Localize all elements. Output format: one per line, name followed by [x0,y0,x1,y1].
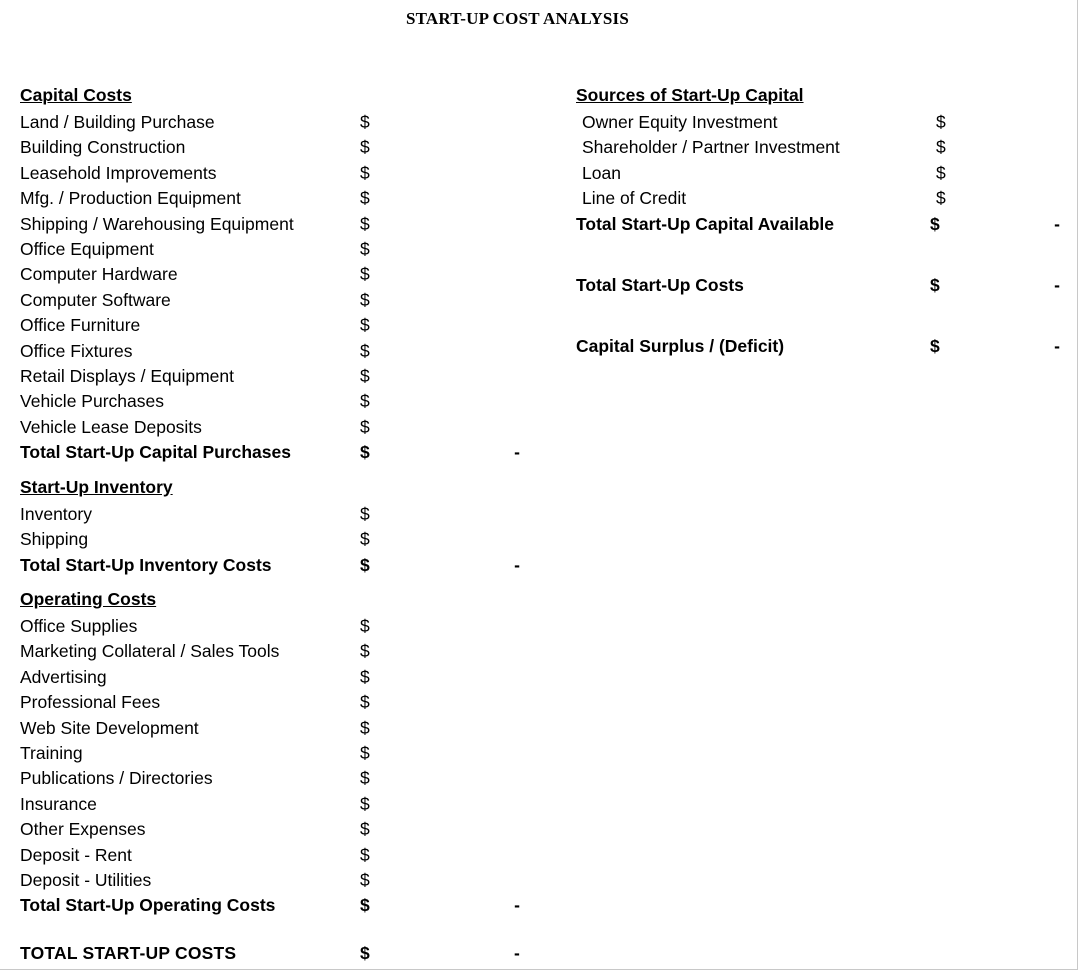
currency-symbol: $ [360,289,370,310]
total-label: Total Start-Up Capital Purchases [20,442,291,463]
cost-label: Leasehold Improvements [20,162,217,183]
left-column [20,74,560,966]
cost-label: Marketing Collateral / Sales Tools [20,641,280,662]
source-row [576,186,1066,211]
cost-row [20,161,560,186]
source-label: Line of Credit [582,188,687,209]
cost-label: Land / Building Purchase [20,112,215,132]
grand-total-row [20,941,560,966]
total-row [20,553,560,578]
summary-row-total-costs [576,273,1066,298]
source-label: Shareholder / Partner Investment [582,137,840,158]
source-row [576,161,1066,186]
currency-symbol: $ [360,162,370,183]
section-operating-costs [20,578,560,919]
currency-symbol: $ [360,615,370,636]
currency-symbol: $ [360,844,370,865]
summary-row-capital-surplus [576,334,1066,359]
cost-row [20,502,560,527]
grand-total-label: TOTAL START-UP COSTS [20,942,237,963]
cost-label: Shipping / Warehousing Equipment [20,213,294,234]
currency-symbol: $ [360,391,370,412]
section-startup-inventory [20,466,560,578]
cost-row [20,741,560,766]
cost-row [20,527,560,552]
cost-label: Training [20,742,83,763]
currency-symbol: $ [360,416,370,437]
currency-symbol: $ [930,213,940,234]
cost-row [20,364,560,389]
currency-symbol: $ [360,554,370,575]
cost-label: Deposit - Utilities [20,869,152,890]
spacer [576,298,1066,334]
currency-symbol: $ [360,641,370,662]
cost-label: Web Site Development [20,717,199,738]
cost-label: Vehicle Purchases [20,391,164,412]
grand-total-value: - [513,942,520,963]
section-sources-of-capital [576,74,1066,237]
cost-row [20,792,560,817]
section-heading: Sources of Start-Up Capital [576,85,804,105]
currency-symbol: $ [360,315,370,336]
currency-symbol: $ [360,869,370,890]
cost-label: Retail Displays / Equipment [20,366,234,387]
total-value: - [1054,275,1060,296]
cost-label: Shipping [20,529,89,550]
source-row [576,135,1066,160]
section-heading: Start-Up Inventory [20,476,173,497]
currency-symbol: $ [360,264,370,285]
cost-label: Inventory [20,503,92,524]
cost-row [20,288,560,313]
cost-row [20,639,560,664]
cost-row [20,339,560,364]
total-value: - [514,554,520,575]
cost-row [20,110,560,135]
currency-symbol: $ [360,793,370,814]
cost-label: Vehicle Lease Deposits [20,416,202,437]
cost-row [20,716,560,741]
spacer [20,919,560,941]
cost-row [20,237,560,262]
cost-row [20,186,560,211]
section-capital-costs [20,74,560,466]
currency-symbol: $ [360,819,370,840]
section-heading: Operating Costs [20,588,157,609]
currency-symbol: $ [360,137,370,158]
currency-symbol: $ [360,666,370,687]
source-label: Owner Equity Investment [582,112,778,132]
cost-label: Deposit - Rent [20,844,132,865]
total-label: Total Start-Up Capital Available [576,213,835,234]
currency-symbol: $ [360,895,370,916]
currency-symbol: $ [360,188,370,209]
cost-label: Office Equipment [20,239,154,260]
cost-row [20,690,560,715]
total-row [576,212,1066,237]
currency-symbol: $ [360,213,370,234]
currency-symbol: $ [360,529,370,550]
cost-label: Insurance [20,793,97,814]
cost-label: Mfg. / Production Equipment [20,188,241,209]
right-column [576,74,1066,360]
cost-row [20,135,560,160]
cost-label: Computer Hardware [20,264,178,285]
currency-symbol: $ [936,137,946,158]
cost-row [20,868,560,893]
currency-symbol: $ [360,942,370,963]
currency-symbol: $ [360,768,370,789]
currency-symbol: $ [360,112,370,132]
currency-symbol: $ [360,503,370,524]
total-label: Total Start-Up Inventory Costs [20,554,272,575]
source-row [576,110,1066,135]
cost-label: Publications / Directories [20,768,213,789]
source-label: Loan [582,162,621,183]
currency-symbol: $ [360,442,370,463]
currency-symbol: $ [360,366,370,387]
total-label: Capital Surplus / (Deficit) [576,336,785,357]
currency-symbol: $ [936,112,946,132]
cost-label: Office Fixtures [20,340,133,361]
total-row [20,893,560,918]
cost-label: Other Expenses [20,819,146,840]
total-value: - [1054,336,1060,357]
cost-row [20,415,560,440]
total-value: - [1054,213,1060,234]
cost-label: Building Construction [20,137,186,158]
cost-label: Professional Fees [20,692,161,713]
currency-symbol: $ [360,692,370,713]
cost-row [20,313,560,338]
total-value: - [514,442,520,463]
page-title: START-UP COST ANALYSIS [405,9,629,28]
cost-label: Computer Software [20,289,171,310]
cost-label: Advertising [20,666,107,687]
cost-label: Office Furniture [20,315,141,336]
cost-row [20,614,560,639]
currency-symbol: $ [360,717,370,738]
currency-symbol: $ [936,162,946,183]
currency-symbol: $ [930,336,940,357]
currency-symbol: $ [930,275,940,296]
section-heading: Capital Costs [20,85,132,105]
spacer [576,237,1066,273]
cost-row [20,262,560,287]
cost-row [20,389,560,414]
currency-symbol: $ [936,188,946,209]
total-label: Total Start-Up Operating Costs [20,895,276,916]
currency-symbol: $ [360,742,370,763]
currency-symbol: $ [360,239,370,260]
cost-row [20,766,560,791]
currency-symbol: $ [360,340,370,361]
cost-row [20,212,560,237]
cost-row [20,843,560,868]
cost-row [20,817,560,842]
cost-row [20,665,560,690]
total-value: - [514,895,520,916]
total-label: Total Start-Up Costs [576,275,744,296]
total-row [20,440,560,465]
cost-label: Office Supplies [20,615,138,636]
